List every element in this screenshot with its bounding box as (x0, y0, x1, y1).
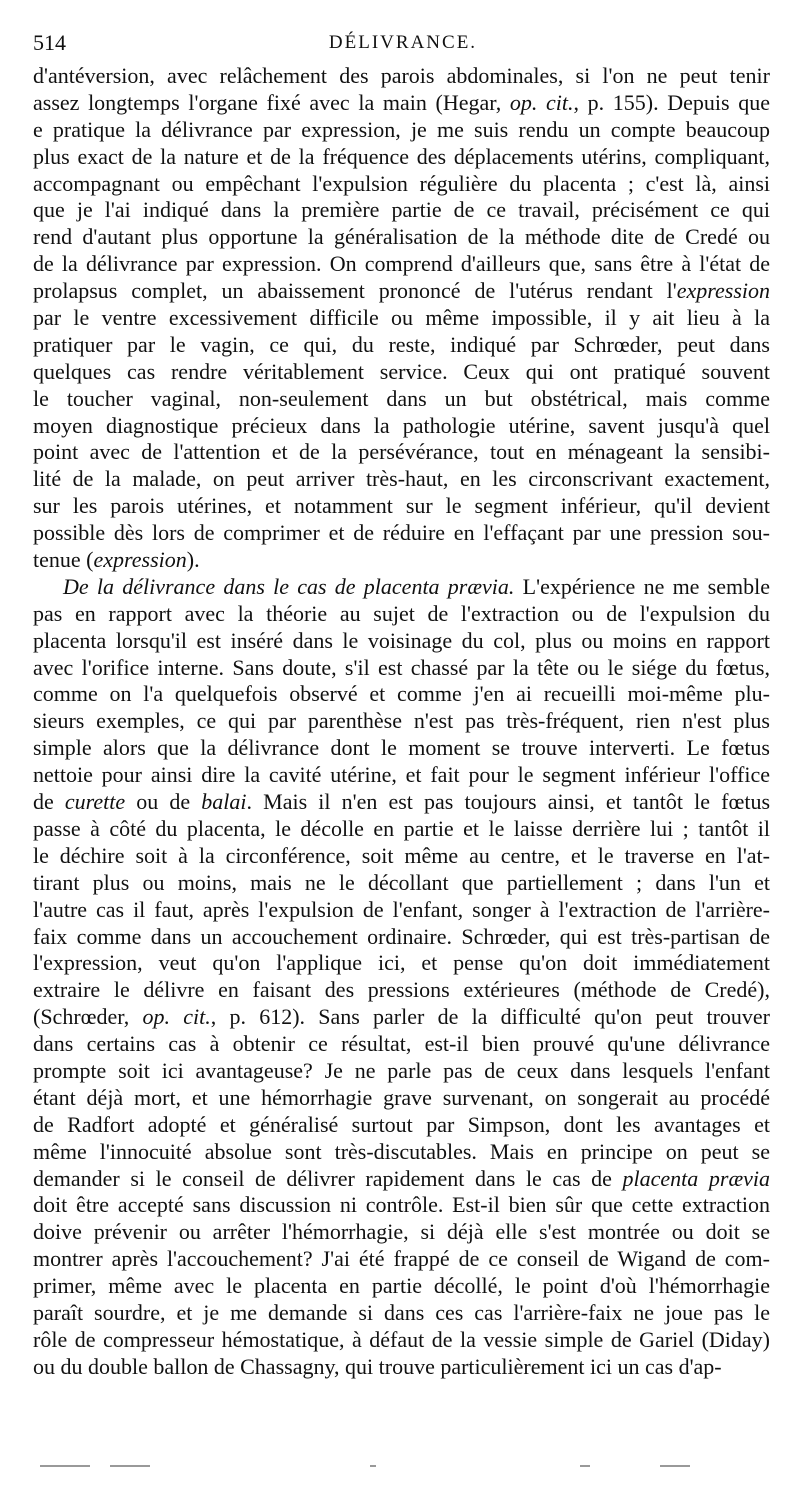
italic-text: curette (64, 789, 126, 815)
text-run: demander si le conseil de délivrer rapidement dans le cas de (33, 1165, 623, 1191)
text-run: doive prévenir ou arrêter l'hémorrhagie, si déjà elle s'est montrée ou doit se (33, 1219, 770, 1245)
text-line (33, 171, 770, 198)
text-line (33, 1031, 770, 1058)
text-run: (Schrœder, (33, 1004, 143, 1030)
text-line (33, 950, 770, 977)
text-line (33, 63, 770, 90)
text-line (33, 628, 770, 655)
text-run: doit être accepté sans discussion ni contrôle. Est-il bien sûr que cette extraction (33, 1192, 770, 1218)
text-run: paraît sourdre, et je me demande si dans ces cas l'arrière-faix ne joue pas le (33, 1299, 770, 1325)
text-line (33, 1112, 770, 1139)
text-run: étant déjà mort, et une hémorrhagie grave survenant, on songerait au procédé (33, 1084, 770, 1110)
text-line (33, 1192, 770, 1219)
text-line (33, 197, 770, 224)
text-run: ou de (125, 789, 202, 815)
text-run: comme on l'a quelquefois observé et comme j'en ai recueilli moi-même plu- (33, 681, 770, 707)
text-run: passe à côté du placenta, le décolle en partie et le laisse derrière lui ; tantôt il (33, 815, 770, 841)
text-run: rôle de compresseur hémostatique, à défaut de la vessie simple de Gariel (Diday) (33, 1326, 770, 1352)
text-run: prompte soit ici avantageuse? Je ne parle pas de ceux dans lesquels l'enfant (33, 1057, 770, 1083)
text-line (33, 386, 770, 413)
text-line (33, 1246, 770, 1273)
text-run: pas en rapport avec la théorie au sujet de l'extraction ou de l'expulsion du (33, 600, 770, 626)
text-run: faix comme dans un accouchement ordinaire. Schrœder, qui est très-partisan de (33, 923, 770, 949)
text-run: lité de la malade, on peut arriver très-haut, en les circonscrivant exactement, (33, 466, 770, 492)
text-line (33, 1273, 770, 1300)
italic-text: op. cit. (142, 1004, 211, 1030)
text-line (33, 789, 770, 816)
running-title: DÉLIVRANCE. (328, 32, 478, 53)
text-run: de Radfort adopté et généralisé surtout par Simpson, dont les avantages et (33, 1111, 770, 1137)
text-line (33, 574, 770, 601)
text-run: e pratique la délivrance par expression, je me suis rendu un compte beaucoup (33, 116, 770, 142)
text-run: extraire le délivre en faisant des pressions extérieures (méthode de Credé), (33, 977, 770, 1003)
text-line (33, 735, 770, 762)
text-run: prolapsus complet, un abaissement prononcé de l'utérus rendant l' (33, 278, 677, 304)
text-line (33, 816, 770, 843)
text-run: sieurs exemples, ce qui par parenthèse n'est pas très-fréquent, rien n'est plus (33, 708, 770, 734)
italic-text: balai (201, 789, 247, 815)
text-line (33, 1085, 770, 1112)
italic-text: De la délivrance dans le cas de placenta prævia. (63, 573, 515, 599)
text-line (33, 1354, 770, 1381)
text-run: par le ventre excessivement difficile ou même impossible, il y ait lieu à la (33, 305, 770, 331)
text-run: accompagnant ou empêchant l'expulsion régulière du placenta ; c'est là, ainsi (33, 170, 770, 196)
text-line (33, 144, 770, 171)
text-run: . Mais il n'en est pas toujours ainsi, et tantôt le fœtus (246, 789, 770, 815)
text-run: pratiquer par le vagin, ce qui, du reste, indiqué par Schrœder, peut dans (33, 331, 770, 357)
text-line (33, 1166, 770, 1193)
text-run: tenue ( (33, 547, 94, 573)
text-run: le toucher vaginal, non-seulement dans un but obstétrical, mais comme (33, 385, 770, 411)
text-run: L'expérience ne me semble (514, 573, 770, 599)
italic-text: op. cit. (509, 89, 574, 115)
text-line (33, 762, 770, 789)
scan-footer-marks (40, 1465, 760, 1469)
text-run: point avec de l'attention et de la persévérance, tout en ménageant la sensibi- (33, 439, 770, 465)
text-line (33, 924, 770, 951)
text-run: de (33, 789, 65, 815)
text-run: quelques cas rendre véritablement service. Ceux qui ont pratiqué souvent (33, 358, 770, 384)
text-run: simple alors que la délivrance dont le moment se trouve interverti. Le fœtus (33, 735, 770, 761)
page-number: 514 (33, 30, 66, 55)
text-run: nettoie pour ainsi dire la cavité utérine, et fait pour le segment inférieur l'office (33, 762, 770, 788)
text-run: d'antéversion, avec relâchement des parois abdominales, si l'on ne peut tenir (33, 63, 770, 88)
italic-text: expression (676, 278, 770, 304)
text-run: possible dès lors de comprimer et de réduire en l'effaçant par une pression sou- (33, 520, 770, 546)
text-line (33, 1004, 770, 1031)
body-text (33, 63, 770, 1381)
text-line (33, 681, 770, 708)
text-run: ou du double ballon de Chassagny, qui trouve particulièrement ici un cas d'ap- (33, 1353, 722, 1379)
italic-text: expression (93, 547, 187, 573)
text-run: , p. 612). Sans parler de la difficulté qu'on peut trouver (210, 1004, 770, 1030)
text-run: assez longtemps l'organe fixé avec la main (Hegar, (33, 89, 510, 115)
text-run: le déchire soit à la circonférence, soit même au centre, et le traverse en l'at- (33, 842, 770, 868)
text-run: de la délivrance par expression. On comprend d'ailleurs que, sans être à l'état de (33, 251, 770, 277)
text-run: placenta lorsqu'il est inséré dans le voisinage du col, plus ou moins en rapport (33, 627, 770, 653)
text-line (33, 117, 770, 144)
text-line (33, 977, 770, 1004)
italic-text: placenta prævia (622, 1165, 770, 1191)
text-line (33, 466, 770, 493)
text-run: sur les parois utérines, et notamment sur le segment inférieur, qu'il devient (33, 493, 770, 519)
text-run: même l'innocuité absolue sont très-discutables. Mais en principe on peut se (33, 1138, 770, 1164)
text-line (33, 655, 770, 682)
text-line (33, 520, 770, 547)
text-line (33, 601, 770, 628)
text-run: l'expression, veut qu'on l'applique ici, et pense qu'on doit immédiatement (33, 950, 770, 976)
text-line (33, 1327, 770, 1354)
text-run: plus exact de la nature et de la fréquence des déplacements utérins, compliquant, (33, 143, 770, 169)
text-line (33, 332, 770, 359)
text-line (33, 278, 770, 305)
text-line (33, 547, 770, 574)
text-line (33, 439, 770, 466)
text-run: avec l'orifice interne. Sans doute, s'il est chassé par la tête ou le siége du fœtus, (33, 654, 770, 680)
text-line (33, 843, 770, 870)
text-run: rend d'autant plus opportune la généralisation de la méthode dite de Credé ou (33, 224, 770, 250)
text-line (33, 897, 770, 924)
text-line (33, 1219, 770, 1246)
text-line (33, 1300, 770, 1327)
text-line (33, 870, 770, 897)
text-run: , p. 155). Depuis que (573, 89, 770, 115)
text-line (33, 305, 770, 332)
text-line (33, 1139, 770, 1166)
text-line (33, 224, 770, 251)
text-line (33, 359, 770, 386)
text-run: montrer après l'accouchement? J'ai été frappé de ce conseil de Wigand de com- (33, 1246, 770, 1272)
text-run: dans certains cas à obtenir ce résultat, est-il bien prouvé qu'une délivrance (33, 1031, 770, 1057)
text-line (33, 493, 770, 520)
text-run: moyen diagnostique précieux dans la pathologie utérine, savent jusqu'à quel (33, 412, 770, 438)
text-line (33, 708, 770, 735)
text-run: tirant plus ou moins, mais ne le décollant que partiellement ; dans l'un et (33, 869, 770, 895)
text-line (33, 251, 770, 278)
text-line (33, 1058, 770, 1085)
text-line (33, 90, 770, 117)
text-run: primer, même avec le placenta en partie décollé, le point d'où l'hémorrhagie (33, 1273, 770, 1299)
text-run: que je l'ai indiqué dans la première partie de ce travail, précisément ce qui (33, 197, 770, 223)
text-run: l'autre cas il faut, après l'expulsion de l'enfant, songer à l'extraction de l'arrière- (33, 896, 770, 922)
page-header (33, 30, 773, 56)
text-run: ). (186, 547, 200, 573)
text-line (33, 413, 770, 440)
